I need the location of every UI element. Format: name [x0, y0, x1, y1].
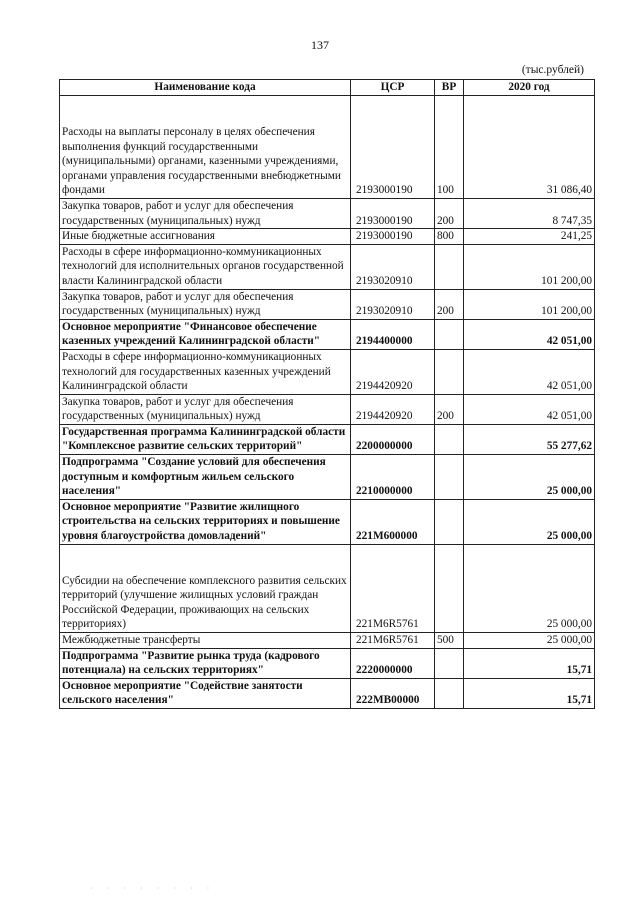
- page-number: 137: [311, 38, 329, 52]
- row-vr: [435, 499, 464, 544]
- row-vr: 200: [435, 198, 464, 228]
- row-name: Закупка товаров, работ и услуг для обеспечения государственных (муниципальных) нужд: [60, 198, 351, 228]
- row-sum: 15,71: [464, 678, 595, 708]
- row-name: Государственная программа Калининградской области "Комплексное развитие сельских территорий": [60, 424, 351, 454]
- table-row: [60, 289, 595, 319]
- table-row: [60, 319, 595, 349]
- row-csr: 221M600000: [351, 499, 435, 544]
- table-header-row: [60, 80, 595, 96]
- table-row: [60, 633, 595, 649]
- row-name: Расходы в сфере информационно-коммуникационных технологий для исполнительных органов государственной власти Калининградской области: [60, 244, 351, 289]
- row-vr: [435, 424, 464, 454]
- row-name: Подпрограмма "Развитие рынка труда (кадрового потенциала) на сельских территориях": [60, 648, 351, 678]
- row-name: Субсидии на обеспечение комплексного развития сельских территорий (улучшение жилищных условий граждан Российской Федерации, проживающих на сельских территориях): [60, 544, 351, 632]
- row-name: Основное мероприятие "Содействие занятости сельского населения": [60, 678, 351, 708]
- row-name: Иные бюджетные ассигнования: [60, 229, 351, 245]
- row-csr: 2200000000: [351, 424, 435, 454]
- header-csr: ЦСР: [351, 80, 435, 96]
- row-vr: [435, 648, 464, 678]
- row-name: Расходы в сфере информационно-коммуникационных технологий для государственных казенных учреждений Калининградской области: [60, 349, 351, 394]
- table-row: [60, 499, 595, 544]
- row-sum: 101 200,00: [464, 289, 595, 319]
- table-row: [60, 455, 595, 500]
- table-row: [60, 648, 595, 678]
- row-csr: 2194420920: [351, 349, 435, 394]
- row-vr: [435, 544, 464, 632]
- row-sum: 25 000,00: [464, 633, 595, 649]
- row-csr: 2193020910: [351, 289, 435, 319]
- header-vr: ВР: [435, 80, 464, 96]
- table-row: [60, 96, 595, 199]
- row-csr: 2193020910: [351, 244, 435, 289]
- row-vr: [435, 244, 464, 289]
- table-row: [60, 394, 595, 424]
- table-body: [60, 96, 595, 709]
- row-sum: 55 277,62: [464, 424, 595, 454]
- row-vr: 200: [435, 289, 464, 319]
- header-name: Наименование кода: [60, 80, 351, 96]
- row-sum: 15,71: [464, 648, 595, 678]
- header-year: 2020 год: [464, 80, 595, 96]
- row-vr: [435, 349, 464, 394]
- row-name: Закупка товаров, работ и услуг для обеспечения государственных (муниципальных) нужд: [60, 289, 351, 319]
- row-vr: [435, 678, 464, 708]
- row-csr: 2193000190: [351, 229, 435, 245]
- table-row: [60, 544, 595, 632]
- row-csr: 221M6R5761: [351, 544, 435, 632]
- row-name: Подпрограмма "Создание условий для обеспечения доступным и комфортным жильем сельского населения": [60, 455, 351, 500]
- row-sum: 101 200,00: [464, 244, 595, 289]
- table-row: [60, 424, 595, 454]
- row-sum: 42 051,00: [464, 319, 595, 349]
- row-sum: 25 000,00: [464, 544, 595, 632]
- row-csr: 2220000000: [351, 648, 435, 678]
- row-name: Основное мероприятие "Финансовое обеспечение казенных учреждений Калининградской области": [60, 319, 351, 349]
- row-name: Основное мероприятие "Развитие жилищного строительства на сельских территориях и повышение уровня благоустройства домовладений": [60, 499, 351, 544]
- row-sum: 25 000,00: [464, 499, 595, 544]
- row-name: Межбюджетные трансферты: [60, 633, 351, 649]
- row-csr: 2194420920: [351, 394, 435, 424]
- table-row: [60, 229, 595, 245]
- table-row: [60, 349, 595, 394]
- row-csr: 2193000190: [351, 198, 435, 228]
- row-csr: 2193000190: [351, 96, 435, 199]
- row-vr: 500: [435, 633, 464, 649]
- row-name: Расходы на выплаты персоналу в целях обеспечения выполнения функций государственными (муниципальными) органами, казенными учреждениями, органами управления государственными внебюджетными фондами: [60, 96, 351, 199]
- row-vr: 800: [435, 229, 464, 245]
- row-sum: 31 086,40: [464, 96, 595, 199]
- row-sum: 8 747,35: [464, 198, 595, 228]
- row-vr: 100: [435, 96, 464, 199]
- row-sum: 25 000,00: [464, 455, 595, 500]
- table-row: [60, 678, 595, 708]
- row-name: Закупка товаров, работ и услуг для обеспечения государственных (муниципальных) нужд: [60, 394, 351, 424]
- table-row: [60, 244, 595, 289]
- table-row: [60, 198, 595, 228]
- row-csr: 2210000000: [351, 455, 435, 500]
- row-vr: 200: [435, 394, 464, 424]
- row-sum: 241,25: [464, 229, 595, 245]
- row-csr: 221M6R5761: [351, 633, 435, 649]
- row-csr: 2194400000: [351, 319, 435, 349]
- row-sum: 42 051,00: [464, 349, 595, 394]
- row-sum: 42 051,00: [464, 394, 595, 424]
- row-csr: 222MB00000: [351, 678, 435, 708]
- row-vr: [435, 319, 464, 349]
- row-vr: [435, 455, 464, 500]
- units-label: (тыс.рублей): [521, 64, 584, 76]
- scan-artifact: · · · · · · · ·: [90, 884, 216, 893]
- budget-table: [59, 79, 595, 709]
